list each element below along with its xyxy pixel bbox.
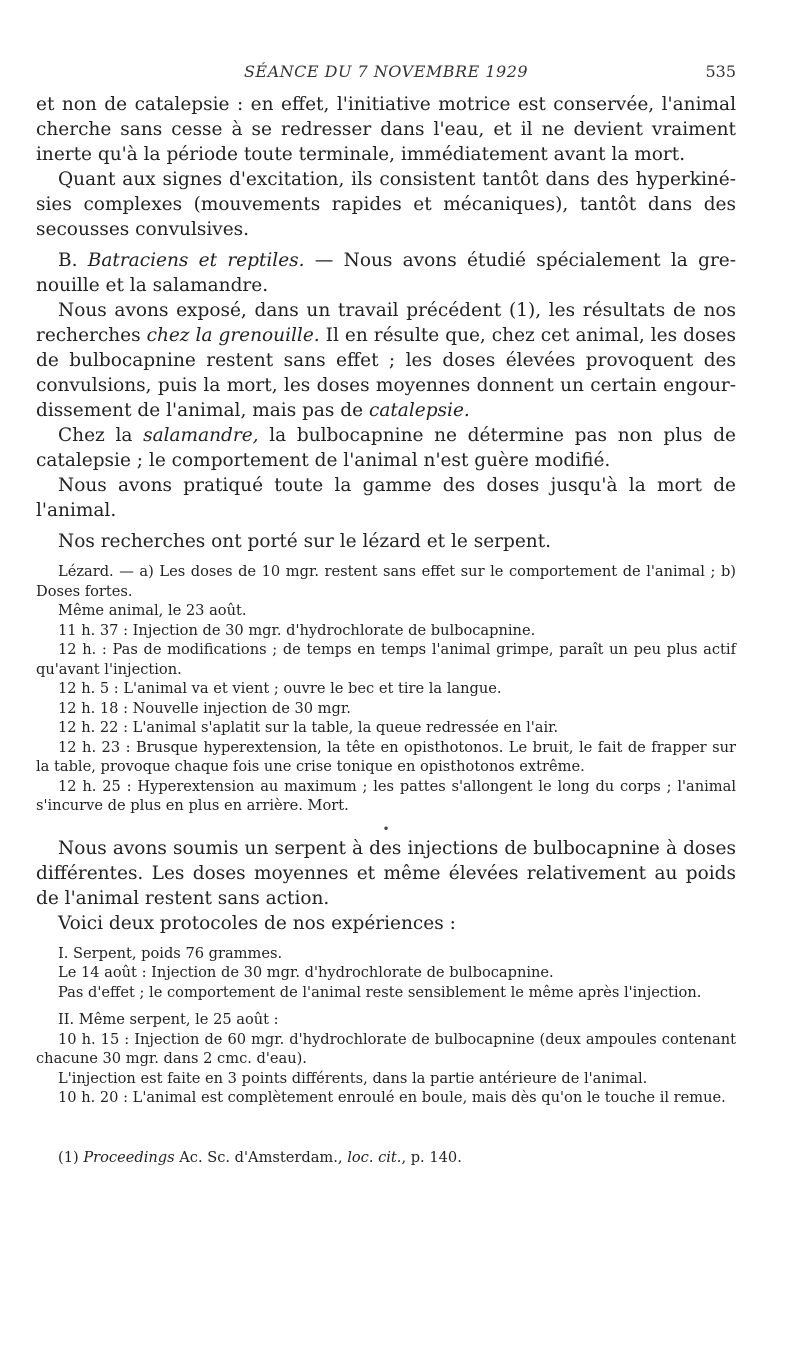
paragraph-text: Chez la	[58, 425, 144, 446]
emphasis: catalepsie.	[368, 400, 470, 421]
page-header	[36, 62, 736, 90]
protocol-line: 12 h. 22 : L'animal s'aplatit sur la table, la queue redressée en l'air.	[58, 719, 559, 736]
paragraph-text: Il en résulte que, chez cet animal, les doses de bulbocapnine restent sans effet ; les doses élevées provoquent des convulsions, puis la mort, les doses moyennes donnent un certain engourdissement de l'animal, mais pas de	[36, 325, 736, 421]
paragraph: Nos recherches ont porté sur le lézard et le serpent.	[58, 531, 552, 552]
section-title: Batraciens et reptiles.	[87, 250, 305, 271]
protocol-line: Même animal, le 23 août.	[58, 602, 247, 619]
paragraph-text: — Nous avons étudié spécialement la grenouille et la salamandre.	[36, 250, 736, 296]
protocol-line: Lézard. — a) Les doses de 10 mgr. restent sans effet sur le comportement de l'animal ; b) Doses fortes.	[36, 563, 736, 600]
paragraph-text: la bulbocapnine ne détermine pas non plus de catalepsie ; le comportement de l'animal n'est guère modifié.	[36, 425, 736, 471]
paragraph: Nous avons pratiqué toute la gamme des doses jusqu'à la mort de l'animal.	[36, 475, 736, 521]
page	[36, 62, 736, 1168]
paragraph	[36, 248, 736, 298]
paragraph-text: Nous avons exposé, dans un travail précédent (1), les résultats de nos recherches	[36, 300, 736, 346]
paragraph	[36, 423, 736, 473]
separator-mark: •	[382, 821, 390, 836]
protocol-line: 12 h. 23 : Brusque hyperextension, la tête en opisthotonos. Le bruit, le fait de frapper sur la table, provoque chaque fois une crise tonique en opisthotonos extrême.	[36, 738, 736, 775]
protocol-line: 11 h. 37 : Injection de 30 mgr. d'hydrochlorate de bulbocapnine.	[58, 621, 536, 639]
protocol-line: 12 h. 25 : Hyperextension au maximum ; les pattes s'allongent le long du corps ; l'animal s'incurve de plus en plus en arrière. Mort.	[36, 777, 736, 814]
paragraph: Quant aux signes d'excitation, ils consistent tantôt dans des hyperkinésies complexes (mouvements rapides et mécaniques), tantôt dans des secousses convulsives.	[36, 169, 736, 240]
paragraph: et non de catalepsie : en effet, l'initiative motrice est conservée, l'animal cherche sans cesse à se redresser dans l'eau, et il ne devient vraiment inerte qu'à la période toute terminale, immédiatement avant la mort.	[36, 94, 736, 165]
protocol-line: Le 14 août : Injection de 30 mgr. d'hydrochlorate de bulbocapnine.	[58, 964, 554, 981]
paragraph: Nous avons soumis un serpent à des injections de bulbocapnine à doses différentes. Les doses moyennes et même élevées relativement au poids de l'animal restent sans action.	[36, 837, 736, 909]
paragraph: Voici deux protocoles de nos expériences :	[58, 912, 456, 934]
protocol-line: 10 h. 15 : Injection de 60 mgr. d'hydrochlorate de bulbocapnine (deux ampoules contenant chacune 30 mgr. dans 2 cmc. d'eau).	[36, 1030, 736, 1067]
footnote-journal: Proceedings	[83, 1148, 175, 1166]
footnote	[36, 1148, 736, 1168]
protocol-line: 12 h. 5 : L'animal va et vient ; ouvre le bec et tire la langue.	[58, 680, 502, 697]
paragraph	[36, 298, 736, 423]
protocol-line: I. Serpent, poids 76 grammes.	[58, 944, 283, 962]
section-label: B.	[58, 250, 78, 271]
protocol-line: 10 h. 20 : L'animal est complètement enroulé en boule, mais dès qu'on le touche il remue.	[58, 1089, 726, 1106]
protocol-line: 12 h. : Pas de modifications ; de temps en temps l'animal grimpe, paraît un peu plus actif qu'avant l'injection.	[36, 641, 736, 678]
emphasis: salamandre,	[143, 425, 259, 446]
emphasis: chez la grenouille.	[146, 325, 320, 346]
footnote-citation: loc. cit.	[347, 1148, 402, 1166]
protocol-line: II. Même serpent, le 25 août :	[58, 1011, 279, 1028]
protocol-line: L'injection est faite en 3 points différents, dans la partie antérieure de l'animal.	[58, 1069, 648, 1087]
page-number: 535	[705, 62, 736, 81]
footnote-text: Ac. Sc. d'Amsterdam.,	[174, 1148, 348, 1166]
footnote-marker: (1)	[58, 1148, 79, 1166]
footnote-end: , p. 140.	[401, 1148, 462, 1166]
protocol-line: 12 h. 18 : Nouvelle injection de 30 mgr.	[58, 699, 351, 717]
page-body	[36, 92, 736, 1168]
protocol-line: Pas d'effet ; le comportement de l'animal reste sensiblement le même après l'injection.	[58, 983, 702, 1001]
running-title: SÉANCE DU 7 NOVEMBRE 1929	[243, 62, 529, 81]
